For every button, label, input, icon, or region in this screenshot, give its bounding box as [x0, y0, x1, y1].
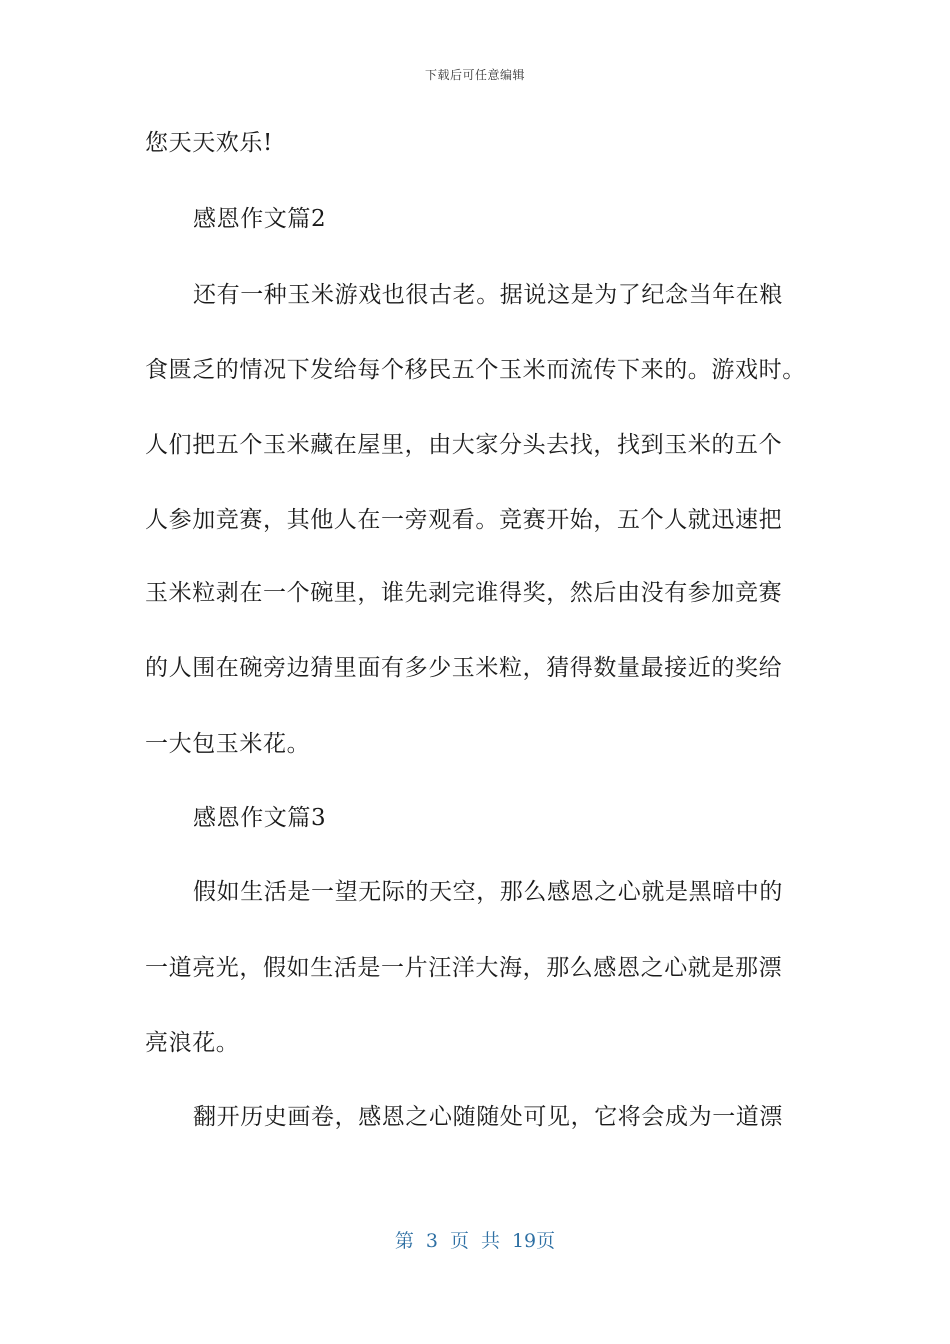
footer-total-pages: 19页: [511, 1230, 556, 1252]
body-line: 人们把五个玉米藏在屋里，由大家分头去找，找到玉米的五个: [145, 432, 783, 458]
section-heading: 感恩作文篇2: [193, 206, 327, 232]
body-line: 食匮乏的情况下发给每个移民五个玉米而流传下来的。游戏时。: [145, 357, 806, 383]
footer-current-page: 3: [425, 1230, 438, 1252]
page-header: 下载后可任意编辑: [424, 68, 525, 82]
body-line: 亮浪花。: [145, 1030, 240, 1056]
body-line: 人参加竞赛，其他人在一旁观看。竞赛开始，五个人就迅速把: [145, 507, 783, 533]
footer-prefix: 第: [394, 1230, 414, 1252]
body-line: 还有一种玉米游戏也很古老。据说这是为了纪念当年在粮: [193, 282, 783, 308]
body-line: 假如生活是一望无际的天空，那么感恩之心就是黑暗中的: [193, 879, 783, 905]
body-line: 的人围在碗旁边猜里面有多少玉米粒，猜得数量最接近的奖给: [145, 655, 783, 681]
body-line: 一道亮光，假如生活是一片汪洋大海，那么感恩之心就是那漂: [145, 955, 783, 981]
footer-total-word: 共: [480, 1230, 500, 1252]
page-footer: [0, 1226, 950, 1253]
body-line: 一大包玉米花。: [145, 731, 311, 757]
body-line: 玉米粒剥在一个碗里，谁先剥完谁得奖，然后由没有参加竞赛: [145, 580, 783, 606]
body-line: 您天天欢乐!: [145, 130, 273, 156]
body-line: 翻开历史画卷，感恩之心随随处可见，它将会成为一道漂: [193, 1104, 783, 1130]
footer-page-word: 页: [449, 1230, 469, 1252]
section-heading: 感恩作文篇3: [193, 805, 327, 831]
